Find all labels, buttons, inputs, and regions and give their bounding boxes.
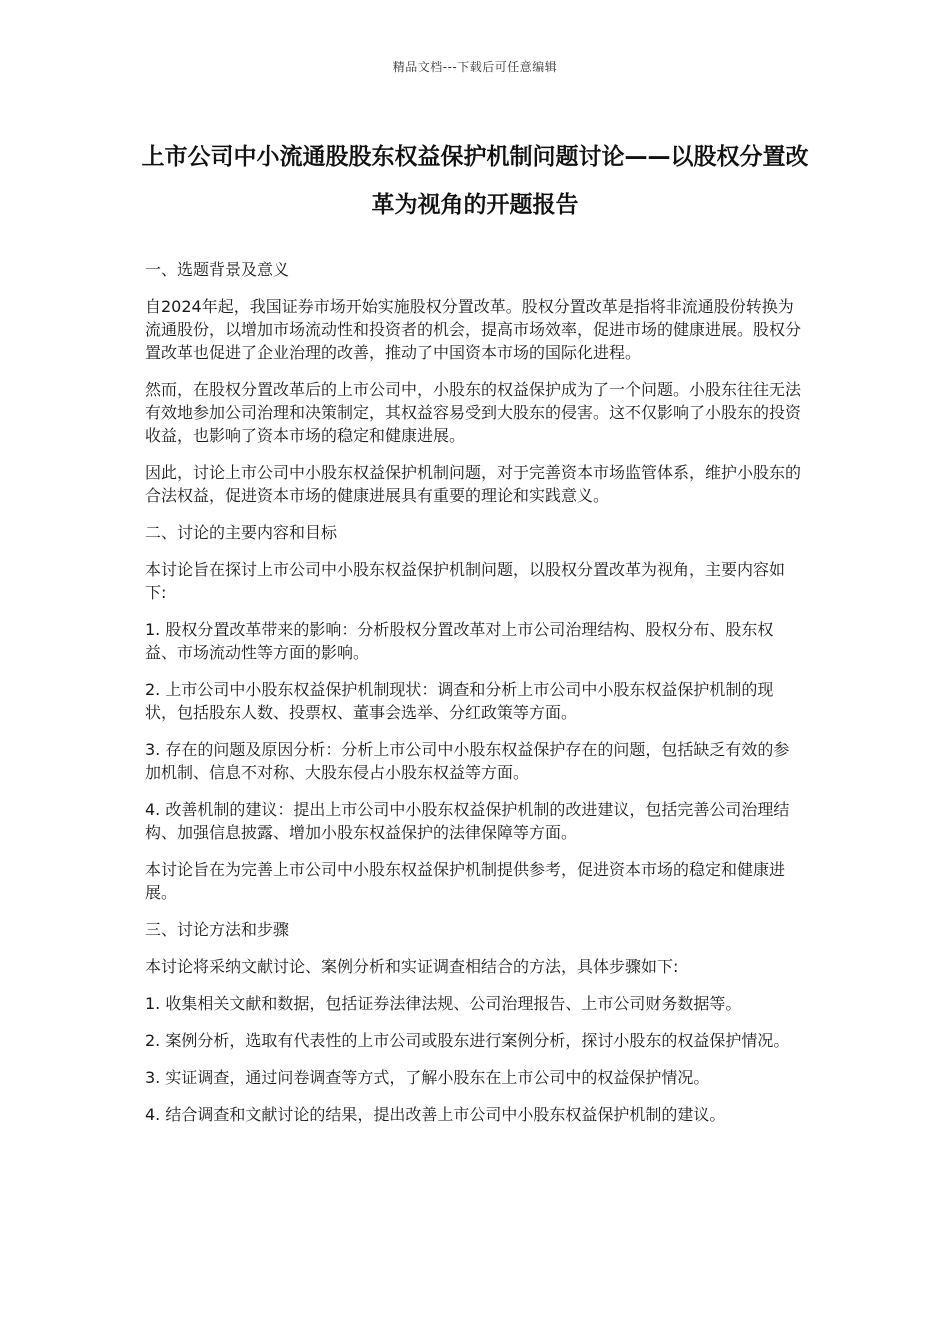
document-title: 上市公司中小流通股股东权益保护机制问题讨论——以股权分置改革为视角的开题报告 [141,144,809,218]
list-item: 1. 收集相关文献和数据，包括证券法律法规、公司治理报告、上市公司财务数据等。 [145,994,742,1013]
document-body [145,258,803,1140]
list-item: 3. 实证调查，通过问卷调查等方式，了解小股东在上市公司中的权益保护情况。 [145,1068,710,1087]
list-item: 4. 改善机制的建议：提出上市公司中小股东权益保护机制的改进建议，包括完善公司治理结构、加强信息披露、增加小股东权益保护的法律保障等方面。 [145,800,790,842]
paragraph: 本讨论旨在为完善上市公司中小股东权益保护机制提供参考，促进资本市场的稳定和健康进展。 [145,860,786,902]
paragraph: 然而，在股权分置改革后的上市公司中，小股东的权益保护成为了一个问题。小股东往往无法有效地参加公司治理和决策制定，其权益容易受到大股东的侵害。这不仅影响了小股东的投资收益，也影响了资本市场的稳定和健康进展。 [145,380,802,445]
page-header-watermark: 精品文档---下载后可任意编辑 [392,60,558,74]
list-item: 2. 上市公司中小股东权益保护机制现状：调查和分析上市公司中小股东权益保护机制的现状，包括股东人数、投票权、董事会选举、分红政策等方面。 [145,680,774,722]
paragraph: 因此，讨论上市公司中小股东权益保护机制问题，对于完善资本市场监管体系，维护小股东的合法权益，促进资本市场的健康进展具有重要的理论和实践意义。 [145,463,802,505]
paragraph: 自2024年起，我国证券市场开始实施股权分置改革。股权分置改革是指将非流通股份转换为流通股份，以增加市场流动性和投资者的机会，提高市场效率，促进市场的健康进展。股权分置改革也促进了企业治理的改善，推动了中国资本市场的国际化进程。 [145,297,802,362]
list-item: 3. 存在的问题及原因分析：分析上市公司中小股东权益保护存在的问题，包括缺乏有效的参加机制、信息不对称、大股东侵占小股东权益等方面。 [145,740,790,782]
section-heading-background: 一、选题背景及意义 [145,260,290,279]
list-item: 1. 股权分置改革带来的影响：分析股权分置改革对上市公司治理结构、股权分布、股东权益、市场流动性等方面的影响。 [145,620,774,662]
paragraph: 本讨论将采纳文献讨论、案例分析和实证调查相结合的方法，具体步骤如下: [145,957,679,976]
list-item: 2. 案例分析，选取有代表性的上市公司或股东进行案例分析，探讨小股东的权益保护情况。 [145,1031,790,1050]
section-heading-content: 二、讨论的主要内容和目标 [145,523,338,542]
list-item: 4. 结合调查和文献讨论的结果，提出改善上市公司中小股东权益保护机制的建议。 [145,1105,726,1124]
section-heading-method: 三、讨论方法和步骤 [145,920,290,939]
paragraph: 本讨论旨在探讨上市公司中小股东权益保护机制问题，以股权分置改革为视角，主要内容如下: [145,560,786,602]
